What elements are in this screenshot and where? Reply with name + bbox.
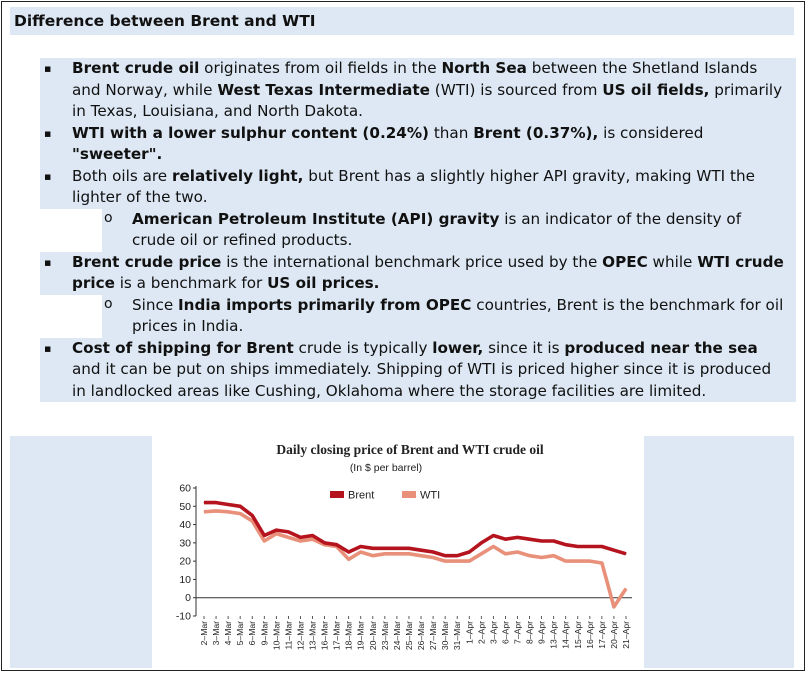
square-bullet-icon: ▪ — [44, 62, 52, 75]
data-point-wti — [384, 553, 385, 554]
data-point-brent — [288, 531, 289, 532]
y-tick-label: 60 — [179, 482, 191, 495]
data-point-wti — [252, 520, 253, 521]
data-point-brent — [240, 506, 241, 507]
x-tick-label: 23–Mar — [379, 621, 390, 651]
x-tick-label: 18–Mar — [343, 621, 354, 651]
data-point-wti — [276, 533, 277, 534]
data-point-brent — [613, 550, 614, 551]
data-point-brent — [565, 544, 566, 545]
x-tick-label: 6–Mar — [247, 621, 258, 646]
data-point-brent — [264, 535, 265, 536]
x-tick-label: 5–Mar — [235, 621, 246, 646]
data-point-brent — [481, 542, 482, 543]
y-tick-label: 30 — [179, 537, 191, 550]
x-tick-label: 20–Apr — [608, 621, 619, 649]
data-point-brent — [553, 541, 554, 542]
data-point-brent — [493, 535, 494, 536]
bullet-item — [40, 123, 796, 166]
data-point-wti — [553, 555, 554, 556]
bold-text: US oil prices. — [267, 274, 380, 292]
bold-text: India imports primarily from OPEC — [178, 295, 472, 314]
body-text: since it is — [483, 338, 565, 357]
data-point-brent — [589, 546, 590, 547]
data-point-wti — [300, 541, 301, 542]
bold-text: relatively light, — [171, 166, 304, 185]
body-text: originates from oil fields in the — [199, 59, 442, 77]
square-bullet-icon: ▪ — [44, 126, 52, 140]
data-point-wti — [589, 561, 590, 562]
x-tick-label: 16–Apr — [584, 621, 595, 649]
x-tick-label: 26–Mar — [416, 621, 427, 651]
data-point-wti — [565, 561, 566, 562]
body-text: than — [429, 123, 474, 142]
chart-title: Daily closing price of Brent and WTI crude oil — [276, 442, 544, 457]
data-point-brent — [372, 548, 373, 549]
data-point-wti — [360, 552, 361, 553]
circle-bullet-icon: o — [104, 209, 113, 226]
bold-text: produced near the sea — [564, 338, 758, 357]
data-point-brent — [517, 537, 518, 538]
bullet-list — [40, 58, 796, 402]
data-point-wti — [469, 561, 470, 562]
body-text: while — [647, 252, 698, 271]
x-tick-label: 15–Apr — [572, 621, 583, 649]
data-point-brent — [469, 552, 470, 553]
x-tick-label: 13–Mar — [307, 621, 318, 651]
page-title: Difference between Brent and WTI — [10, 7, 794, 35]
x-tick-label: 12–Mar — [295, 621, 306, 651]
data-point-brent — [433, 552, 434, 553]
body-text: Since — [132, 295, 179, 314]
data-point-wti — [372, 555, 373, 556]
x-tick-label: 6–Apr — [500, 621, 511, 644]
data-point-wti — [240, 513, 241, 514]
data-point-wti — [288, 537, 289, 538]
sub-bullet-item — [102, 295, 796, 338]
y-tick-label: -10 — [175, 610, 191, 623]
x-tick-label: 17–Apr — [596, 621, 607, 649]
body-text: between the Shetland Islands and Norway, while — [72, 59, 758, 99]
body-text: crude is typically — [293, 338, 433, 357]
data-point-wti — [541, 557, 542, 558]
x-tick-label: 2–Mar — [199, 621, 209, 646]
data-point-brent — [324, 542, 325, 543]
data-point-wti — [505, 553, 506, 554]
data-point-brent — [336, 544, 337, 545]
body-text: countries, Brent is the benchmark for oil prices in India. — [132, 295, 784, 335]
bold-text: Cost of shipping for Brent — [72, 338, 294, 357]
x-tick-label: 16–Mar — [319, 621, 330, 651]
data-point-brent — [505, 539, 506, 540]
x-tick-label: 17–Mar — [331, 621, 342, 651]
legend-swatch-brent — [330, 491, 344, 498]
circle-bullet-icon: o — [104, 295, 113, 312]
x-tick-label: 9–Apr — [536, 621, 547, 644]
data-point-brent — [360, 546, 361, 547]
bold-text: OPEC — [602, 252, 648, 271]
legend-label: WTI — [420, 489, 441, 502]
line-chart — [152, 436, 644, 668]
data-point-wti — [529, 555, 530, 556]
data-point-wti — [348, 559, 349, 560]
x-tick-label: 24–Mar — [391, 621, 402, 651]
series-line-brent — [204, 503, 626, 556]
bold-text: WTI crude price — [72, 252, 784, 292]
data-point-brent — [252, 515, 253, 516]
data-point-wti — [601, 562, 602, 563]
y-tick-label: 20 — [179, 555, 191, 568]
data-point-wti — [396, 553, 397, 554]
bullet-item — [40, 338, 796, 403]
bold-text: Brent (0.37%), — [473, 123, 599, 142]
body-text: (WTI) is sourced from — [429, 80, 603, 99]
bold-text: "sweeter". — [72, 145, 163, 163]
data-point-brent — [276, 530, 277, 531]
y-tick-label: 40 — [179, 519, 191, 532]
data-point-brent — [216, 502, 217, 503]
data-point-brent — [312, 535, 313, 536]
x-tick-label: 4–Mar — [223, 621, 234, 646]
data-point-brent — [204, 502, 205, 503]
y-tick-label: 0 — [185, 592, 191, 605]
bold-text: American Petroleum Institute (API) gravity — [132, 209, 500, 228]
data-point-wti — [626, 588, 627, 589]
x-tick-label: 19–Mar — [355, 621, 366, 651]
x-tick-label: 8–Apr — [524, 621, 535, 644]
x-tick-label: 1–Apr — [464, 621, 475, 644]
y-tick-label: 10 — [179, 573, 191, 586]
square-bullet-icon: ▪ — [44, 341, 52, 355]
data-point-wti — [312, 539, 313, 540]
body-text: and it can be put on ships immediately. Shipping of WTI is priced higher since it is produced in landlocked areas like Cushing, Oklahoma where the storage facilities are limited. — [72, 360, 772, 400]
data-point-brent — [300, 537, 301, 538]
body-text: is an indicator of the density of crude oil or refined products. — [132, 209, 742, 249]
data-point-wti — [264, 541, 265, 542]
y-tick-label: 50 — [179, 500, 191, 513]
x-tick-label: 20–Mar — [367, 621, 378, 651]
data-point-brent — [384, 548, 385, 549]
body-text: primarily in Texas, Louisiana, and North Dakota. — [72, 80, 783, 120]
data-point-brent — [457, 555, 458, 556]
x-tick-label: 3–Mar — [211, 621, 222, 646]
x-tick-label: 7–Apr — [512, 621, 523, 644]
data-point-wti — [577, 561, 578, 562]
data-point-brent — [421, 550, 422, 551]
data-point-brent — [228, 504, 229, 505]
data-point-brent — [541, 541, 542, 542]
data-point-brent — [529, 539, 530, 540]
chart-subtitle: (In $ per barrel) — [349, 462, 423, 474]
data-point-wti — [433, 557, 434, 558]
bullet-item — [40, 58, 796, 123]
x-tick-label: 30–Mar — [440, 621, 451, 651]
bullet-item — [40, 252, 796, 295]
x-tick-label: 2–Apr — [476, 621, 487, 644]
data-point-wti — [481, 553, 482, 554]
x-tick-label: 9–Mar — [259, 621, 270, 646]
bold-text: North Sea — [441, 59, 527, 77]
sub-bullet-item — [102, 209, 796, 252]
x-tick-label: 14–Apr — [560, 621, 571, 649]
data-point-wti — [457, 561, 458, 562]
bold-text: lower, — [432, 338, 484, 357]
body-text: but Brent has a slightly higher API gravity, making WTI the lighter of the two. — [72, 166, 755, 206]
series-line-wti — [204, 511, 626, 607]
data-point-wti — [445, 561, 446, 562]
bold-text: US oil fields, — [602, 80, 710, 99]
data-point-wti — [613, 606, 614, 607]
data-point-wti — [228, 511, 229, 512]
body-text: is a benchmark for — [114, 274, 268, 292]
legend-label: Brent — [348, 489, 375, 502]
legend-swatch-wti — [402, 491, 416, 498]
square-bullet-icon: ▪ — [44, 255, 52, 269]
chart-background — [10, 436, 794, 668]
body-text: Both oils are — [72, 166, 172, 185]
data-point-wti — [216, 510, 217, 511]
data-point-brent — [408, 548, 409, 549]
body-text: is the international benchmark price used by the — [221, 252, 603, 271]
bold-text: WTI with a lower sulphur content (0.24%) — [72, 123, 430, 142]
x-tick-label: 31–Mar — [452, 621, 463, 651]
x-tick-label: 3–Apr — [488, 621, 499, 644]
x-tick-label: 10–Mar — [271, 621, 282, 651]
data-point-wti — [408, 553, 409, 554]
x-tick-label: 27–Mar — [428, 621, 439, 651]
bullet-item — [40, 166, 796, 209]
x-tick-label: 11–Mar — [283, 621, 294, 650]
data-point-brent — [445, 555, 446, 556]
chart-panel — [152, 436, 644, 668]
data-point-brent — [626, 553, 627, 554]
x-tick-label: 21–Apr — [621, 621, 631, 649]
bold-text: Brent crude price — [72, 252, 222, 271]
data-point-wti — [517, 552, 518, 553]
body-text: is considered — [598, 123, 704, 142]
data-point-brent — [577, 546, 578, 547]
data-point-wti — [204, 511, 205, 512]
bold-text: Brent crude oil — [72, 59, 200, 77]
bold-text: West Texas Intermediate — [217, 80, 430, 99]
data-point-wti — [493, 546, 494, 547]
square-bullet-icon: ▪ — [44, 169, 52, 183]
data-point-brent — [601, 546, 602, 547]
data-point-wti — [421, 555, 422, 556]
data-point-brent — [396, 548, 397, 549]
x-tick-label: 13–Apr — [548, 621, 559, 649]
data-point-brent — [348, 552, 349, 553]
x-tick-label: 25–Mar — [403, 621, 414, 651]
